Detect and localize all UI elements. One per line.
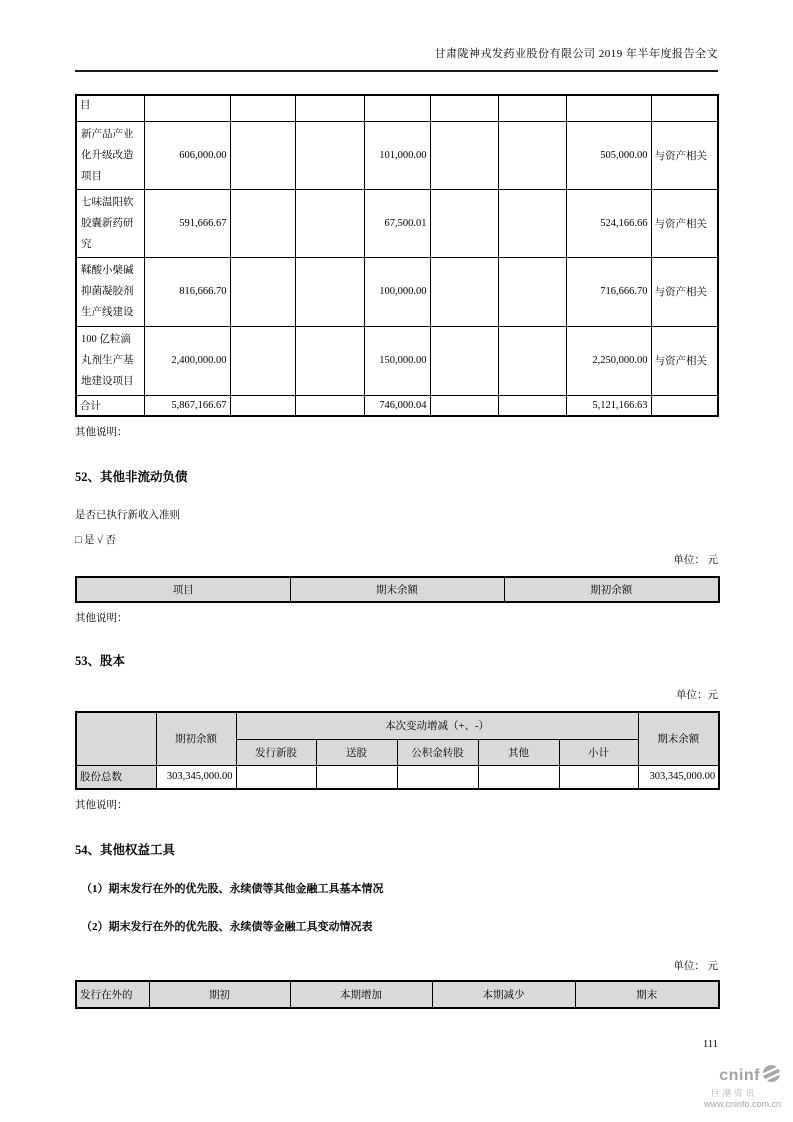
table-cell (230, 189, 295, 257)
section-54-sub2-title: （2）期末发行在外的优先股、永续债等金融工具变动情况表 (81, 921, 373, 933)
table-cell (430, 121, 498, 189)
other-note: 其他说明： (75, 427, 128, 438)
header-cell: 期末余额 (290, 577, 504, 602)
table-header-row (76, 981, 719, 1008)
new-revenue-standard-question: 是否已执行新收入准则 (75, 510, 180, 521)
table-cell (498, 326, 566, 395)
other-note: 其他说明： (75, 613, 128, 624)
header-cell: 本期增加 (290, 981, 432, 1008)
amount-cell: 524,166.66 (566, 189, 651, 257)
table-row (76, 765, 719, 789)
amount-cell: 5,121,166.63 (566, 395, 651, 416)
amount-cell: 716,666.70 (566, 257, 651, 326)
table-cell (430, 326, 498, 395)
table-cell (397, 765, 478, 789)
cninfo-logo-chinese: 巨潮资讯 (710, 1088, 757, 1098)
other-noncurrent-liabilities-table (75, 576, 720, 603)
yes-no-checkbox-line: □ 是 √ 否 (75, 535, 116, 546)
amount-cell: 505,000.00 (566, 121, 651, 189)
table-cell (498, 257, 566, 326)
table-cell: 目 (76, 95, 144, 121)
section-53-title: 53、股本 (75, 654, 126, 668)
section-52-title: 52、其他非流动负债 (75, 470, 188, 484)
table-cell (651, 395, 718, 416)
project-name-cell: 100 亿粒滴丸剂生产基地建设项目 (76, 326, 144, 395)
reason-cell: 与资产相关 (651, 326, 718, 395)
table-row (76, 189, 718, 257)
table-cell (651, 95, 718, 121)
table-cell (230, 121, 295, 189)
corner-cell (76, 712, 156, 765)
table-cell (295, 121, 364, 189)
project-name-cell: 鞣酸小檗碱抑菌凝胶剂生产线建设 (76, 257, 144, 326)
header-cell: 其他 (478, 739, 559, 765)
cninfo-logo-url: www.cninfo.com.cn (703, 1099, 781, 1109)
cninfo-logo-row (704, 1064, 781, 1088)
header-cell: 发行新股 (236, 739, 316, 765)
project-name-cell: 七味温阳软胶囊新药研究 (76, 189, 144, 257)
table-cell (316, 765, 397, 789)
section-54-sub1-title: （1）期末发行在外的优先股、永续债等其他金融工具基本情况 (81, 883, 384, 895)
header-cell: 期初 (149, 981, 290, 1008)
table-cell (230, 326, 295, 395)
table-cell (295, 95, 364, 121)
table-cell (230, 95, 295, 121)
page-header (75, 0, 718, 72)
table-header-row (76, 712, 719, 739)
unit-label: 单位： 元 (673, 555, 718, 566)
table-cell (295, 395, 364, 416)
table-row (76, 326, 718, 395)
cninfo-logo-text: cninf (719, 1067, 760, 1084)
reason-cell: 与资产相关 (651, 189, 718, 257)
table-cell (364, 95, 430, 121)
amount-cell: 303,345,000.00 (638, 765, 719, 789)
report-title: 甘肃陇神戎发药业股份有限公司 2019 年半年度报告全文 (434, 48, 718, 60)
share-capital-table (75, 711, 720, 790)
table-row (76, 95, 718, 121)
amount-cell: 816,666.70 (144, 257, 230, 326)
table-cell (566, 95, 651, 121)
table-cell (430, 95, 498, 121)
amount-cell: 591,666.67 (144, 189, 230, 257)
header-cell: 项目 (76, 577, 290, 602)
unit-label: 单位：元 (676, 690, 718, 701)
header-cell: 小计 (559, 739, 638, 765)
table-header-row (76, 577, 719, 602)
amount-cell: 101,000.00 (364, 121, 430, 189)
table-cell (236, 765, 316, 789)
header-cell: 公积金转股 (397, 739, 478, 765)
header-cell: 本期减少 (432, 981, 575, 1008)
table-cell (144, 95, 230, 121)
amount-cell: 746,000.04 (364, 395, 430, 416)
table-cell (430, 257, 498, 326)
table-cell (559, 765, 638, 789)
reason-cell: 与资产相关 (651, 257, 718, 326)
page-number: 111 (703, 1039, 718, 1050)
amount-cell: 303,345,000.00 (156, 765, 236, 789)
cninfo-logo (704, 1064, 781, 1110)
amount-cell: 2,400,000.00 (144, 326, 230, 395)
table-cell (295, 189, 364, 257)
table-cell (430, 395, 498, 416)
page-content (75, 0, 718, 1050)
amount-cell: 606,000.00 (144, 121, 230, 189)
amount-cell: 5,867,166.67 (144, 395, 230, 416)
deferred-income-table (75, 94, 719, 417)
header-cell: 送股 (316, 739, 397, 765)
table-cell (498, 395, 566, 416)
table-cell (230, 395, 295, 416)
amount-cell: 150,000.00 (364, 326, 430, 395)
table-cell (498, 189, 566, 257)
header-cell: 发行在外的 (76, 981, 149, 1008)
table-cell (478, 765, 559, 789)
project-name-cell: 新产品产业化升级改造项目 (76, 121, 144, 189)
amount-cell: 100,000.00 (364, 257, 430, 326)
table-cell (430, 189, 498, 257)
cninfo-globe-icon (762, 1064, 781, 1088)
total-label-cell: 合计 (76, 395, 144, 416)
reason-cell: 与资产相关 (651, 121, 718, 189)
other-note: 其他说明： (75, 800, 128, 811)
section-54-title: 54、其他权益工具 (75, 843, 176, 857)
header-cell: 期末余额 (638, 712, 719, 765)
amount-cell: 2,250,000.00 (566, 326, 651, 395)
change-group-header-cell: 本次变动增减（+、-） (236, 712, 638, 739)
table-cell (295, 326, 364, 395)
table-cell (498, 95, 566, 121)
row-label-cell: 股份总数 (76, 765, 156, 789)
amount-cell: 67,500.01 (364, 189, 430, 257)
table-row (76, 121, 718, 189)
header-cell: 期末 (575, 981, 719, 1008)
total-row (76, 395, 718, 416)
table-cell (498, 121, 566, 189)
table-cell (230, 257, 295, 326)
table-row (76, 257, 718, 326)
header-cell: 期初余额 (504, 577, 719, 602)
financial-instruments-change-table (75, 980, 720, 1009)
header-cell: 期初余额 (156, 712, 236, 765)
table-cell (295, 257, 364, 326)
unit-label: 单位： 元 (673, 961, 718, 972)
